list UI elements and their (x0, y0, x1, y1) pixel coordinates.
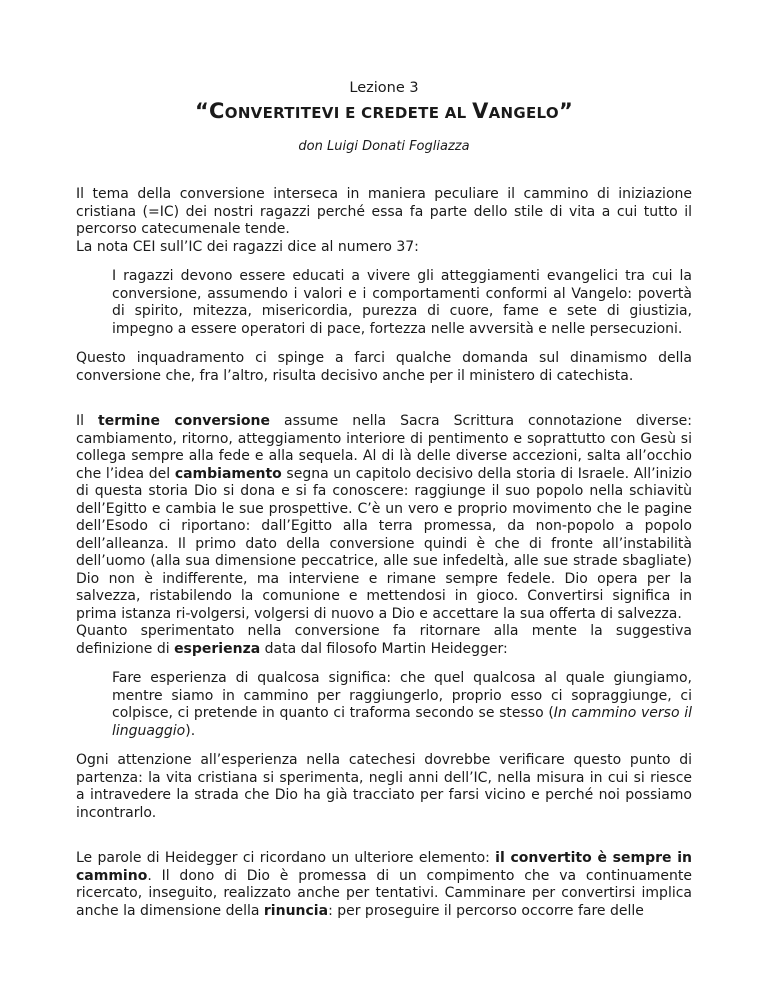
lesson-number: Lezione 3 (349, 80, 419, 96)
bold-term-cambiamento: cambiamento (174, 465, 282, 482)
text-run: segna un capitolo decisivo della storia di Israele. All’inizio di questa storia Dio si dona e si fa conoscere: raggiunge il suo popolo nella schiavitù dell’Egitto e cambia le sue prospettive. C’è un vero e proprio movimento che le pagine dell’Esodo ci riportano: dall’Egitto alla terra promessa, da non-popolo a popolo dell’alleanza. Il primo dato della conversione quindi è che di fronte all’instabilità dell’uomo (alla sua dimensione peccatrice, alle sue infedeltà, alle sue strade sbagliate) Dio non è indifferente, ma interviene e rimane sempre fedele. Dio opera per la salvezza, ristabilendo la comunione e mettendosi in gioco. Convertirsi significa in prima istanza ri-volgersi, volgersi di nuovo a Dio e accettare la sua offerta di salvezza. (76, 465, 693, 622)
text-run: Quanto sperimentato nella conversione fa ritornare alla mente la suggestiva definizione di (76, 623, 692, 657)
text-run: Le parole di Heidegger ci ricordano un ulteriore elemento: (76, 850, 496, 866)
text-run: Il (76, 413, 99, 429)
title-close-quote: ” (558, 99, 574, 123)
title-open-quote: “ (194, 99, 210, 123)
text-run: . Il dono di Dio è promessa di un compimento che va continuamente ricercato, inseguito, realizzato anche per tentativi. Camminare per convertirsi implica anche la dimensione della (76, 867, 692, 919)
paragraph-framing: Questo inquadramento ci spinge a farci qualche domanda sul dinamismo della conversione che, fra l’altro, risulta decisivo anche per il ministero di catechista. (76, 350, 692, 384)
paragraph-journey (76, 850, 692, 920)
bold-phrase-convertito: il convertito è sempre in cammino (76, 850, 692, 884)
title-smallcaps-2: ANGELO (488, 104, 559, 122)
text-run: assume nella Sacra Scrittura connotazione diverse: cambiamento, ritorno, atteggiamento interiore di pentimento e soprattutto con Gesù si collega sempre alla fede e alla sequela. Al di là delle diverse accezioni, salta all’occhio che l’idea del (76, 413, 692, 482)
title-cap-c: C (209, 99, 225, 123)
bold-term-esperienza: esperienza (174, 640, 261, 657)
paragraph-conversion-term (76, 413, 692, 623)
book-title: In cammino verso il linguaggio (112, 705, 692, 739)
paragraph-heidegger-intro (76, 623, 692, 658)
lesson-title (76, 99, 692, 123)
paragraph-intro: Il tema della conversione interseca in maniera peculiare il cammino di iniziazione cristiana (=IC) dei nostri ragazzi perché essa fa parte dello stile di vita a cui tutto il percorso catecumenale tende. (76, 186, 692, 237)
bold-term-rinuncia: rinuncia (263, 902, 329, 919)
title-cap-v: V (472, 99, 489, 123)
text-run: data dal filosofo Martin Heidegger: (260, 640, 508, 657)
bold-term-conversione: termine conversione (98, 413, 270, 429)
text-run: ). (185, 722, 196, 739)
text-run: Fare esperienza di qualcosa significa: che quel qualcosa al quale giungiamo, mentre siamo in cammino per raggiungerlo, proprio esso ci sopraggiunge, ci colpisce, ci pretende in quanto ci traforma secondo se stesso ( (112, 670, 692, 721)
paragraph-cei-note: La nota CEI sull’IC dei ragazzi dice al numero 37: (76, 238, 419, 255)
author: don Luigi Donati Fogliazza (298, 139, 470, 154)
paragraph-experience: Ogni attenzione all’esperienza nella catechesi dovrebbe verificare questo punto di partenza: la vita cristiana si sperimenta, negli anni dell’IC, nella misura in cui si riesce a intravedere la strada che Dio ha già tracciato per farsi vicino e perché noi possiamo incontrarlo. (76, 752, 692, 821)
quote-heidegger (112, 670, 692, 740)
quote-cei: I ragazzi devono essere educati a vivere gli atteggiamenti evangelici tra cui la conversione, assumendo i valori e i comportamenti conformi al Vangelo: povertà di spirito, mitezza, misericordia, purezza di cuore, fame e sete di giustizia, impegno a essere operatori di pace, fortezza nelle avversità e nelle persecuzioni. (112, 268, 692, 337)
title-smallcaps-1: ONVERTITEVI E CREDETE AL (224, 104, 473, 122)
text-run: : per proseguire il percorso occorre fare delle (328, 902, 644, 919)
